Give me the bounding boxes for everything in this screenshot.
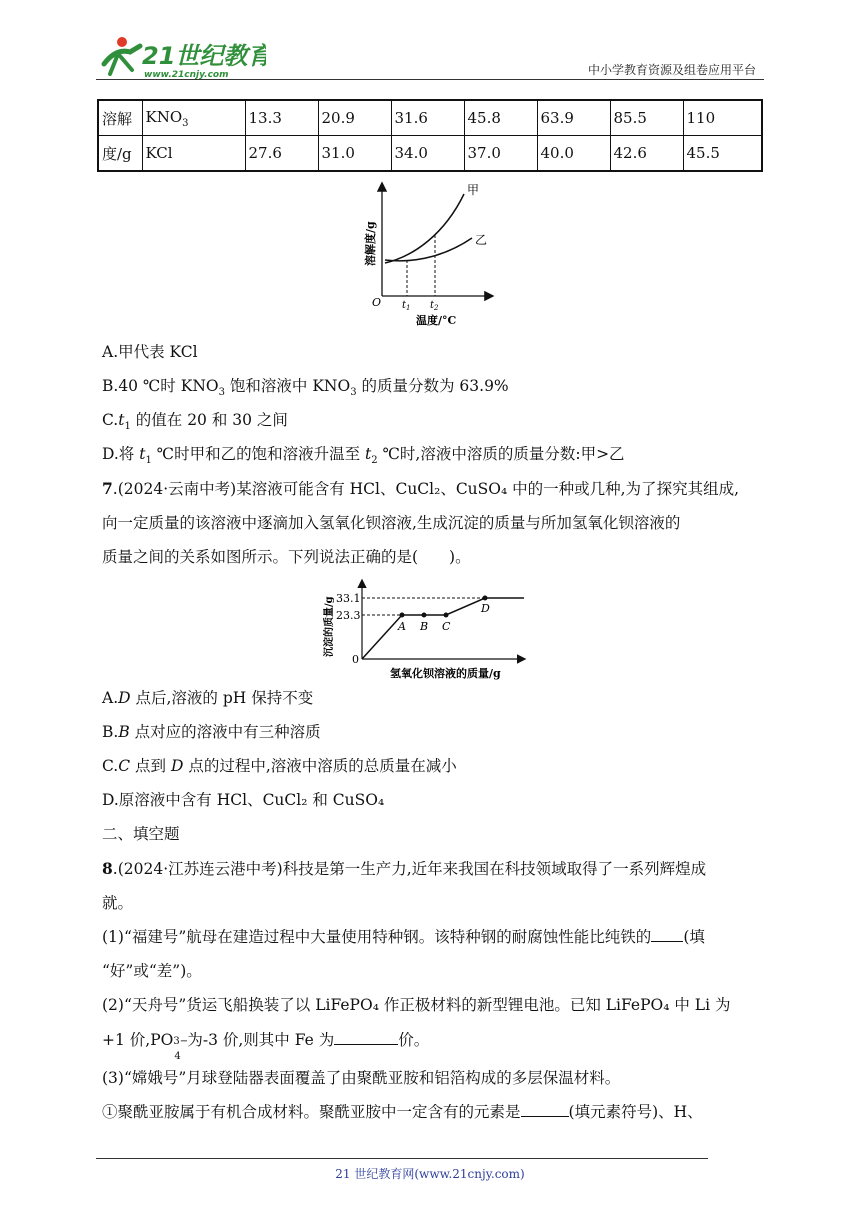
point-b — [422, 613, 427, 618]
y-tick-23-3: 23.3 — [336, 609, 361, 622]
q8-part1-cont: “好”或“差”)。 — [102, 962, 202, 980]
logo-url: www.21cnjy.com — [144, 70, 229, 80]
table-row — [98, 136, 762, 172]
point-b-label: B — [420, 620, 429, 633]
point-c-label: C — [442, 620, 451, 633]
t1-label: $t_1$ — [402, 300, 411, 312]
table-row — [98, 100, 762, 136]
header-divider — [96, 79, 764, 80]
table-cell: 37.0 — [464, 136, 537, 172]
table-cell: 13.3 — [245, 100, 318, 136]
origin-label: O — [372, 296, 382, 309]
footer-divider — [96, 1158, 708, 1159]
table-cell: 63.9 — [537, 100, 610, 136]
table-cell: 45.5 — [683, 136, 762, 172]
point-a — [400, 613, 405, 618]
q7-stem-line2: 向一定质量的该溶液中逐滴加入氢氧化钡溶液,生成沉淀的质量与所加氢氧化钡溶液的 — [102, 514, 681, 532]
x-axis-label: 氢氧化钡溶液的质量/g — [390, 667, 501, 680]
footer-text: 21 世纪教育网(www.21cnjy.com) — [335, 1167, 525, 1181]
q7-option-b: B.B 点对应的溶液中有三种溶质 — [102, 723, 321, 741]
q7-option-c: C.C 点到 D 点的过程中,溶液中溶质的总质量在减小 — [102, 757, 457, 775]
runner-logo-icon — [104, 37, 140, 74]
logo-text: 21世纪教育 — [142, 42, 266, 70]
answer-blank-1[interactable] — [651, 927, 683, 942]
x-axis-label: 温度/°C — [416, 314, 457, 327]
solubility-curve-figure — [360, 178, 500, 332]
q8-stem-line2: 就。 — [102, 894, 134, 912]
q8-part2-cont: +1 价,PO 3− 4 为-3 价,则其中 Fe 为 价。 — [102, 1031, 430, 1062]
table-cell: 34.0 — [391, 136, 464, 172]
table-cell: 42.6 — [610, 136, 683, 172]
q8-stem-line1: 8.(2024·江苏连云港中考)科技是第一生产力,近年来我国在科技领域取得了一系列辉煌成 — [102, 859, 707, 878]
row-header-bottom: 度/g — [98, 136, 142, 172]
site-logo — [96, 34, 266, 80]
table-cell: 31.0 — [318, 136, 391, 172]
table-cell: 27.6 — [245, 136, 318, 172]
point-d-label: D — [481, 602, 490, 615]
q8-part2: (2)“天舟号”货运飞船换装了以 LiFePO₄ 作正极材料的新型锂电池。已知 LiFePO₄ 中 Li 为 — [102, 996, 731, 1014]
q8-part1: (1)“福建号”航母在建造过程中大量使用特种钢。该特种钢的耐腐蚀性能比纯铁的 (填 — [102, 928, 705, 946]
row-header-top: 溶解 — [98, 100, 142, 136]
table-cell: 40.0 — [537, 136, 610, 172]
y-axis-label: 溶解度/g — [364, 221, 377, 266]
precipitate-graph — [318, 577, 528, 686]
q6-option-b: B.40 ℃时 $KNO_3$ 饱和溶液中 $KNO_3$ 的质量分数为 63.9% — [102, 377, 509, 399]
answer-blank-2[interactable] — [334, 1030, 398, 1045]
curve-jia — [385, 194, 464, 263]
table-cell: KCl — [142, 136, 245, 172]
q6-option-d: D.将 $t_1$ ℃时甲和乙的饱和溶液升温至 $t_2$ ℃时,溶液中溶质的质量分数:甲>乙 — [102, 445, 625, 467]
table-cell: 45.8 — [464, 100, 537, 136]
q7-stem-line3: 质量之间的关系如图所示。下列说法正确的是( )。 — [102, 548, 471, 566]
table-cell: 20.9 — [318, 100, 391, 136]
point-a-label: A — [398, 620, 406, 633]
table-cell: $KNO_3$ — [142, 100, 245, 136]
q7-stem-line1: 7.(2024·云南中考)某溶液可能含有 HCl、CuCl₂、CuSO₄ 中的一种或几种,为了探究其组成, — [102, 479, 739, 498]
solubility-table — [97, 99, 763, 172]
t2-label: $t_2$ — [430, 300, 439, 312]
q8-part3: (3)“嫦娥号”月球登陆器表面覆盖了由聚酰亚胺和铝箔构成的多层保温材料。 — [102, 1069, 621, 1087]
label-yi: 乙 — [475, 233, 488, 247]
point-d — [483, 596, 488, 601]
label-jia: 甲 — [467, 183, 480, 197]
section-heading: 二、填空题 — [102, 825, 180, 843]
table-cell: 85.5 — [610, 100, 683, 136]
table-cell: 110 — [683, 100, 762, 136]
platform-name: 中小学教育资源及组卷应用平台 — [587, 63, 756, 77]
q6-option-c: $C.t_1$ 的值在 20 和 30 之间 — [102, 411, 288, 433]
q7-option-a: A.D 点后,溶液的 pH 保持不变 — [102, 689, 314, 707]
y-tick-33-1: 33.1 — [336, 592, 361, 605]
q8-part3-1: ①聚酰亚胺属于有机合成材料。聚酰亚胺中一定含有的元素是 (填元素符号)、H、 — [102, 1103, 703, 1121]
q6-option-a: A.甲代表 KCl — [102, 343, 198, 361]
q7-option-d: D.原溶液中含有 HCl、CuCl₂ 和 CuSO₄ — [102, 791, 385, 809]
point-c — [444, 613, 449, 618]
table-cell: 31.6 — [391, 100, 464, 136]
y-axis-label: 沉淀的质量/g — [324, 596, 335, 657]
answer-blank-3[interactable] — [521, 1102, 569, 1117]
y-tick-0: 0 — [352, 653, 359, 666]
